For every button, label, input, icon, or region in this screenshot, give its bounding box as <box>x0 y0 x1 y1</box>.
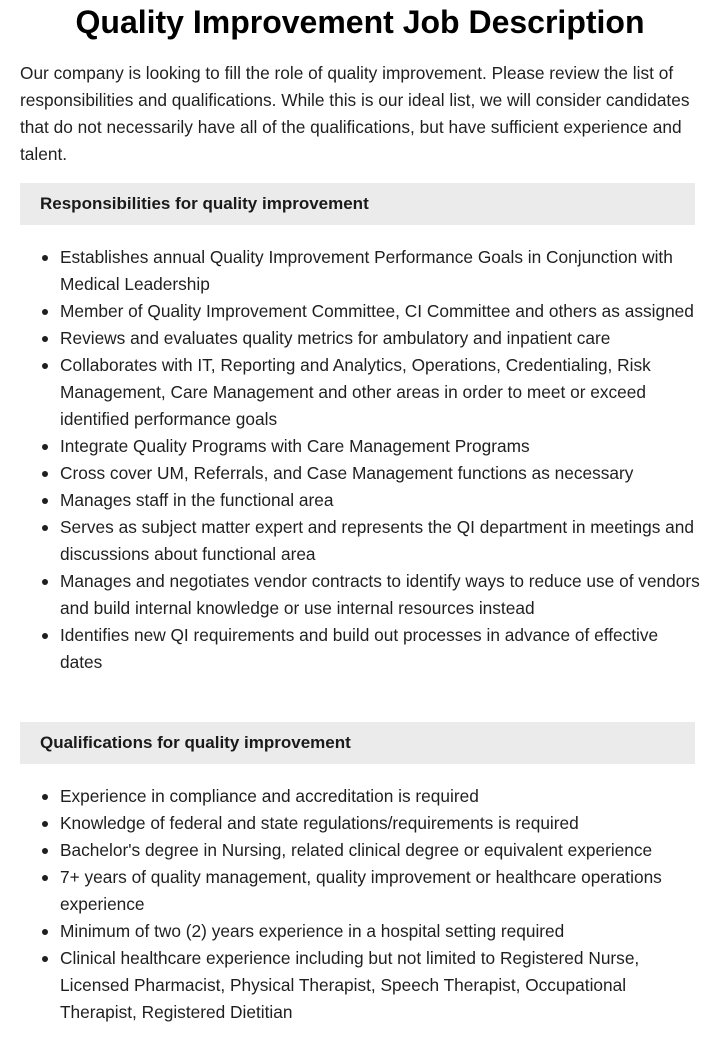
list-item-text: Collaborates with IT, Reporting and Analytics, Operations, Credentialing, Risk Management, Care Management and other areas in order to meet or exceed identified performance goals <box>60 355 651 429</box>
bullet-icon <box>42 821 48 827</box>
list-item-text: Integrate Quality Programs with Care Management Programs <box>60 436 530 456</box>
bullet-icon <box>42 471 48 477</box>
list-item-text: Manages and negotiates vendor contracts to identify ways to reduce use of vendors and build internal knowledge or use internal resources instead <box>60 571 700 618</box>
list-item-text: Minimum of two (2) years experience in a hospital setting required <box>60 921 565 941</box>
list-item-text: Identifies new QI requirements and build out processes in advance of effective dates <box>60 625 659 672</box>
list-item-text: Clinical healthcare experience including but not limited to Registered Nurse, Licensed Pharmacist, Physical Therapist, Speech Therapist, Occupational Therapist, Registered Dietitian <box>60 948 640 1022</box>
bullet-icon <box>42 848 48 854</box>
list-item <box>60 244 700 298</box>
list-item-text: 7+ years of quality management, quality improvement or healthcare operations experience <box>60 867 662 914</box>
list-item <box>60 460 700 487</box>
list-item <box>60 783 700 810</box>
list-item <box>60 945 700 1026</box>
list-item <box>60 568 700 622</box>
list-item-text: Serves as subject matter expert and represents the QI department in meetings and discussions about functional area <box>60 517 694 564</box>
intro-paragraph: Our company is looking to fill the role of quality improvement. Please review the list of responsibilities and qualifications. While this is our ideal list, we will consider candidates that do not necessarily have all of the qualifications, but have sufficient experience and talent. <box>20 63 690 164</box>
responsibilities-heading: Responsibilities for quality improvement <box>20 183 695 225</box>
list-item-text: Manages staff in the functional area <box>60 490 334 510</box>
list-item <box>60 864 700 918</box>
list-item-text: Bachelor's degree in Nursing, related clinical degree or equivalent experience <box>60 840 653 860</box>
bullet-icon <box>42 309 48 315</box>
bullet-icon <box>42 633 48 639</box>
list-item <box>60 918 700 945</box>
bullet-icon <box>42 255 48 261</box>
list-item-text: Member of Quality Improvement Committee, CI Committee and others as assigned <box>60 301 694 321</box>
list-item <box>60 514 700 568</box>
list-item-text: Knowledge of federal and state regulations/requirements is required <box>60 813 579 833</box>
qualifications-heading: Qualifications for quality improvement <box>20 722 695 764</box>
list-item <box>60 487 700 514</box>
bullet-icon <box>42 498 48 504</box>
qualifications-list <box>20 783 700 1026</box>
bullet-icon <box>42 336 48 342</box>
bullet-icon <box>42 956 48 962</box>
page-title: Quality Improvement Job Description <box>75 4 645 40</box>
list-item <box>60 837 700 864</box>
list-item <box>60 352 700 433</box>
list-item-text: Experience in compliance and accreditation is required <box>60 786 479 806</box>
list-item-text: Reviews and evaluates quality metrics for ambulatory and inpatient care <box>60 328 611 348</box>
list-item <box>60 622 700 676</box>
list-item-text: Cross cover UM, Referrals, and Case Management functions as necessary <box>60 463 634 483</box>
bullet-icon <box>42 794 48 800</box>
bullet-icon <box>42 363 48 369</box>
list-item <box>60 810 700 837</box>
bullet-icon <box>42 525 48 531</box>
responsibilities-list <box>20 244 700 676</box>
bullet-icon <box>42 579 48 585</box>
bullet-icon <box>42 444 48 450</box>
list-item-text: Establishes annual Quality Improvement Performance Goals in Conjunction with Medical Leadership <box>60 247 673 294</box>
list-item <box>60 298 700 325</box>
list-item <box>60 325 700 352</box>
bullet-icon <box>42 875 48 881</box>
bullet-icon <box>42 929 48 935</box>
list-item <box>60 433 700 460</box>
